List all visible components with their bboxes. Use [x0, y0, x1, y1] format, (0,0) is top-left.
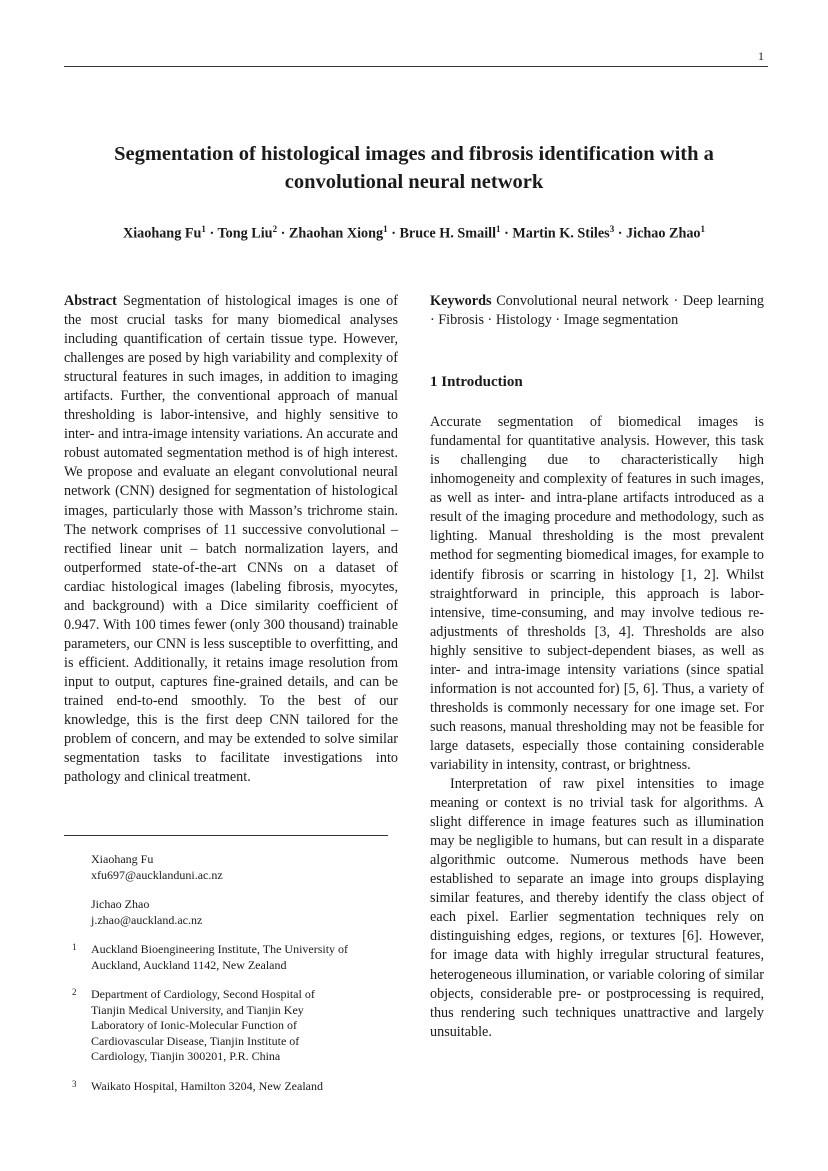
affiliation-mark: 3: [72, 1078, 77, 1089]
corresponding-author-1: [64, 852, 384, 883]
paper-title: Segmentation of histological images and fibrosis identification with a convolutional neural network: [114, 143, 714, 193]
header-rule: [64, 66, 768, 67]
affiliation-line: Auckland, Auckland 1142, New Zealand: [91, 957, 287, 972]
abstract-text: Segmentation of histological images is one of the most crucial tasks for many biomedical analyses including quantification of certain tissue type. However, challenges are posed by high variability and complexity of structural features in such images, in addition to imaging artifacts. Further, the conventional approach of manual thresholding is labor-intensive, and highly sensitive to inter- and intra-image intensity variations. An accurate and robust automated segmentation method is of high interest. We propose and evaluate an elegant convolutional neural network (CNN) designed for segmentation of histological images, particularly those with Masson’s trichrome stain. The network comprises of 11 successive convolutional – rectified linear unit – batch normalization layers, and outperformed state-of-the-art CNNs on a dataset of cardiac histological images (labeling fibrosis, myocytes, and background) with a Dice similarity coefficient of 0.947. With 100 times fewer (only 300 thousand) trainable parameters, our CNN is less susceptible to overfitting, and is efficient. Additionally, it retains image resolution from input to output, captures fine-grained details, and can be trained end-to-end smoothly. To the best of our knowledge, this is the first deep CNN tailored for the problem of concern, and may be extended to solve similar segmentation tasks to facilitate investigations into pathology and clinical treatment.: [64, 293, 398, 786]
keywords-label: Keywords: [430, 293, 492, 309]
author-affiliation-mark: 2: [272, 224, 278, 234]
author-name: Tong Liu: [217, 225, 273, 242]
author-name: Xiaohang Fu: [122, 225, 202, 242]
affiliation-footnote: [64, 1079, 384, 1095]
footnotes: [64, 852, 384, 1108]
author-affiliation-mark: 3: [609, 224, 615, 234]
author-name: Bruce H. Smaill: [399, 225, 497, 242]
affiliation-line: Waikato Hospital, Hamilton 3204, New Zealand: [91, 1078, 323, 1093]
author-name: Zhaohan Xiong: [288, 225, 384, 242]
author-separator: ·: [500, 225, 513, 242]
contact-email: xfu697@aucklanduni.ac.nz: [91, 867, 223, 882]
affiliation-mark: 1: [72, 942, 77, 952]
contact-email: j.zhao@auckland.ac.nz: [91, 912, 203, 927]
affiliation-line: Cardiology, Tianjin 300201, P.R. China: [91, 1049, 281, 1063]
contact-name: Jichao Zhao: [91, 897, 150, 911]
affiliation-mark: 2: [72, 987, 77, 997]
affiliation-line: Department of Cardiology, Second Hospital of: [91, 987, 315, 1001]
keywords: [430, 292, 764, 330]
author-affiliation-mark: 1: [201, 224, 206, 234]
author-affiliation-mark: 1: [496, 224, 501, 234]
affiliation-footnote: [64, 987, 384, 1065]
affiliation-line: Laboratory of Ionic-Molecular Function of: [91, 1018, 297, 1032]
abstract: [64, 292, 398, 787]
abstract-label: Abstract: [64, 293, 117, 309]
author-name: Martin K. Stiles: [512, 225, 610, 242]
affiliation-footnote: [64, 942, 384, 973]
intro-paragraph-2: Interpretation of raw pixel intensities to image meaning or context is no trivial task for algorithms. A slight difference in image features such as illumination may be negligible to humans, but can result in a disparate algorithmic outcome. Numerous methods have been established to separate an image into groups displaying similar features, and thereby identify the class object of each pixel. Earlier segmentation techniques rely on distinguishing edges, regions, or textures [6]. However, for image data with highly irregular structural features, heterogeneous illumination, or variable coloring of similar objects, considerable pre- or postprocessing is required, thus rendering such techniques unattractive and largely unsuitable.: [430, 776, 764, 1040]
footnote-rule: [64, 835, 388, 836]
intro-paragraph-1: Accurate segmentation of biomedical images is fundamental for quantitative analysis. However, this task is challenging due to characteristically high inhomogeneity and complexity of features in such images, as well as inter- and intra-plane artifacts introduced as a result of the imaging procedure and methodology, such as lighting. Manual thresholding is the most prevalent method for segmenting biomedical images, for example to identify fibrosis or scarring in histology [1, 2]. Whilst straightforward in principle, this approach is labor-intensive, time-consuming, and may involve tedious re-adjustments of thresholds [3, 4]. Thresholds are also highly sensitive to subject-dependent biases, as well as inter- and intra-image intensity variations (since spatial information is not accounted for) [5, 6]. Thus, a variety of thresholds is commonly necessary for one image set. For such reasons, manual thresholding may not be feasible for large datasets, especially those containing considerable variability in intensity, contrast, or brightness.: [430, 414, 764, 773]
contact-name: Xiaohang Fu: [91, 852, 154, 866]
affiliation-line: Tianjin Medical University, and Tianjin Key: [91, 1002, 304, 1017]
author-affiliation-mark: 1: [383, 224, 388, 234]
author-separator: ·: [277, 225, 289, 242]
section-heading-introduction: 1 Introduction: [430, 374, 523, 391]
author-separator: ·: [614, 225, 627, 242]
keywords-text: Convolutional neural network · Deep learning · Fibrosis · Histology · Image segmentation: [430, 293, 765, 329]
affiliation-line: Auckland Bioengineering Institute, The University of: [91, 942, 349, 956]
abstract-column: [64, 292, 398, 787]
corresponding-author-2: [64, 897, 384, 928]
page-number: 1: [758, 49, 764, 63]
author-separator: ·: [205, 225, 218, 242]
author-list: [64, 224, 764, 243]
affiliation-line: Cardiovascular Disease, Tianjin Institute of: [91, 1033, 300, 1048]
author-name: Jichao Zhao: [626, 225, 701, 242]
author-separator: ·: [387, 225, 400, 242]
right-column: [430, 292, 764, 1042]
author-affiliation-mark: 1: [700, 224, 706, 234]
